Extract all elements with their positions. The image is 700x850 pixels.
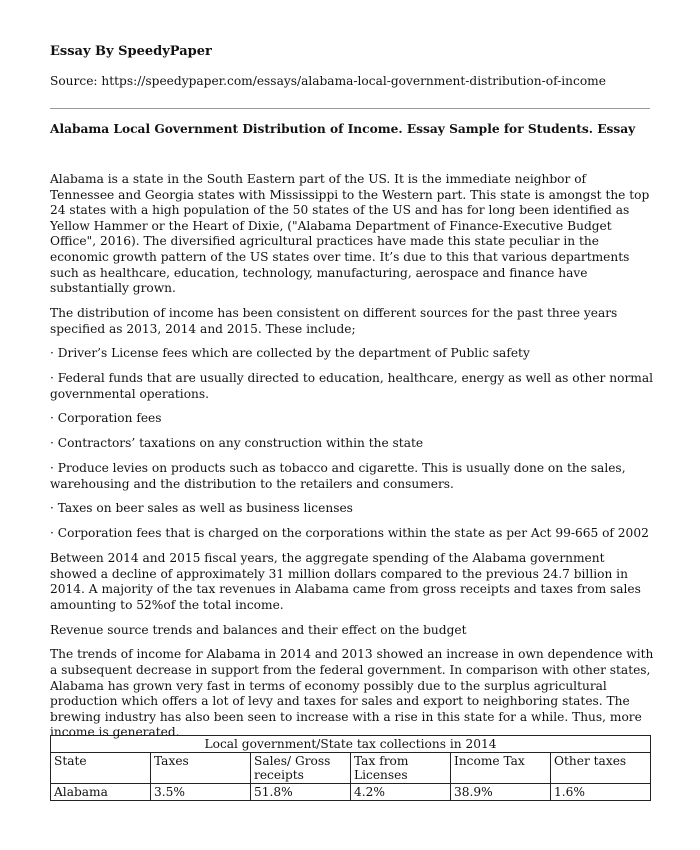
- table-cell: Alabama: [51, 784, 151, 801]
- table-cell: 4.2%: [351, 784, 451, 801]
- table-cell: 38.9%: [451, 784, 551, 801]
- list-item: · Driver’s License fees which are collected by the department of Public safety: [50, 346, 530, 361]
- column-header: Income Tax: [451, 753, 551, 784]
- essay-body: [50, 172, 654, 750]
- column-header: State: [51, 753, 151, 784]
- column-header: Sales/ Gross receipts: [251, 753, 351, 784]
- list-item: · Corporation fees: [50, 411, 162, 426]
- essay-title: Alabama Local Government Distribution of Income. Essay Sample for Students. Essay: [50, 122, 636, 136]
- table-header-row: [51, 753, 651, 784]
- list-item: · Federal funds that are usually directed to education, healthcare, energy as well as other normal governmental operations.: [50, 371, 653, 401]
- list-item: · Taxes on beer sales as well as business licenses: [50, 501, 353, 516]
- list-item: · Produce levies on products such as tobacco and cigarette. This is usually done on the sales, warehousing and the distribution to the retailers and consumers.: [50, 461, 626, 491]
- paragraph-trends: The trends of income for Alabama in 2014 and 2013 showed an increase in own dependence with a subsequent decrease in support from the federal government. In comparison with other states, Alabama has grown very fast in terms of economy possibly due to the surplus agricultural production which offers a lot of levy and taxes for sales and export to neighboring states. The brewing industry has also been seen to increase with a rise in this state for a while. Thus, more income is generated.: [50, 647, 654, 740]
- paragraph-distribution: The distribution of income has been consistent on different sources for the past three years specified as 2013, 2014 and 2015. These include;: [50, 305, 618, 336]
- header-divider: [50, 108, 650, 109]
- source-label: Source:: [50, 74, 102, 88]
- column-header: Tax from Licenses: [351, 753, 451, 784]
- section-heading: Revenue source trends and balances and their effect on the budget: [50, 622, 467, 637]
- paragraph-spending: Between 2014 and 2015 fiscal years, the aggregate spending of the Alabama government showed a decline of approximately 31 million dollars compared to the previous 24.7 billion in 2014. A majority of the tax revenues in Alabama came from gross receipts and taxes from sales amounting to 52%of the total income.: [50, 550, 641, 612]
- table-row: [51, 784, 651, 801]
- column-header: Other taxes: [551, 753, 651, 784]
- paragraph-intro: Alabama is a state in the South Eastern part of the US. It is the immediate neighbor of Tennessee and Georgia states with Mississippi to the Western part. This state is amongst the top 24 states with a high population of the 50 states of the US and has for long been identified as Yellow Hammer or the Heart of Dixie, ("Alabama Department of Finance-Executive Budget Office", 2016). The diversified agricultural practices have made this state peculiar in the economic growth pattern of the US states over time. It’s due to this that various departments such as healthcare, education, technology, manufacturing, aerospace and finance have substantially grown.: [50, 172, 650, 296]
- table-caption: Local government/State tax collections in 2014: [51, 736, 651, 753]
- table-caption-row: [51, 736, 651, 753]
- table-cell: 3.5%: [151, 784, 251, 801]
- tax-collections-table: [50, 735, 651, 801]
- publisher-title: Essay By SpeedyPaper: [50, 44, 212, 59]
- table-cell: 51.8%: [251, 784, 351, 801]
- list-item: · Contractors’ taxations on any construction within the state: [50, 436, 424, 451]
- source-url[interactable]: https://speedypaper.com/essays/alabama-local-government-distribution-of-income: [101, 74, 606, 88]
- source-line: [50, 73, 606, 89]
- list-item: · Corporation fees that is charged on the corporations within the state as per Act 99-665 of 2002: [50, 526, 649, 541]
- column-header: Taxes: [151, 753, 251, 784]
- table-cell: 1.6%: [551, 784, 651, 801]
